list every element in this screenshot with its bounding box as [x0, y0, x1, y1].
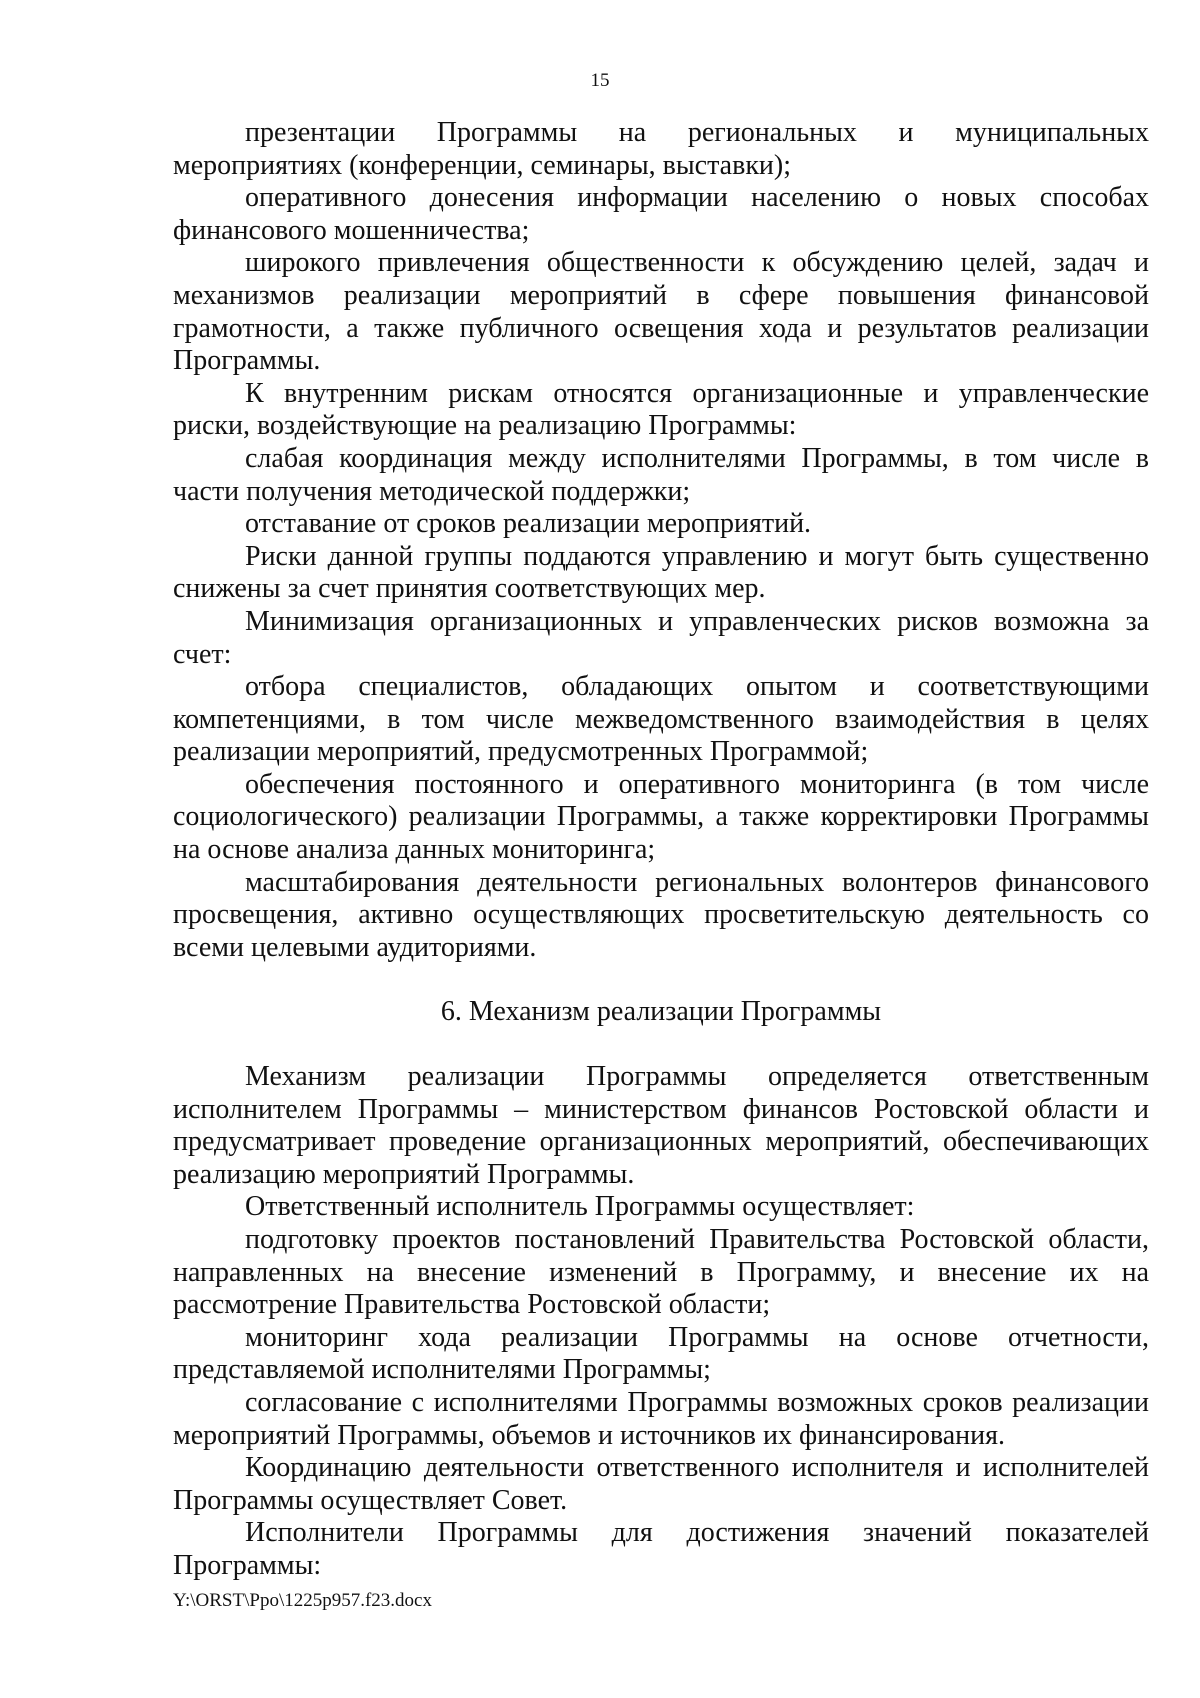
footer-file-path: Y:\ORST\Ppo\1225p957.f23.docx: [173, 1590, 432, 1611]
paragraph: Исполнители Программы для достижения значений показателей Программы:: [173, 1517, 1149, 1581]
paragraph: Риски данной группы поддаются управлению и могут быть существенно снижены за счет принятия соответствующих мер.: [173, 540, 1149, 605]
paragraph: масштабирования деятельности региональных волонтеров финансового просвещения, активно осуществляющих просветительскую деятельность со всеми целевыми аудиториями.: [173, 866, 1149, 963]
paragraph: Координацию деятельности ответственного исполнителя и исполнителей Программы осуществляет Совет.: [173, 1452, 1149, 1516]
page-number: 15: [590, 70, 610, 91]
paragraph: оперативного донесения информации населению о новых способах финансового мошенничества;: [173, 182, 1149, 246]
paragraph: Минимизация организационных и управленческих рисков возможна за счет:: [173, 605, 1149, 670]
paragraph: отставание от сроков реализации мероприятий.: [245, 508, 812, 540]
section-heading: 6. Механизм реализации Программы: [440, 996, 882, 1028]
paragraph: обеспечения постоянного и оперативного мониторинга (в том числе социологического) реализации Программы, а также корректировки Программы на основе анализа данных мониторинга;: [173, 768, 1149, 866]
paragraph: слабая координация между исполнителями Программы, в том числе в части получения методической поддержки;: [173, 442, 1149, 507]
paragraph: презентации Программы на региональных и муниципальных мероприятиях (конференции, семинары, выставки);: [173, 117, 1149, 181]
paragraph: Механизм реализации Программы определяется ответственным исполнителем Программы – министерством финансов Ростовской области и предусматривает проведение организационных мероприятий, обеспечивающих реализацию мероприятий Программы.: [173, 1061, 1149, 1190]
paragraph: К внутренним рискам относятся организационные и управленческие риски, воздействующие на реализацию Программы:: [173, 377, 1149, 442]
paragraph: Ответственный исполнитель Программы осуществляет:: [245, 1191, 915, 1223]
document-body: [173, 117, 1149, 1583]
paragraph: мониторинг хода реализации Программы на основе отчетности, представляемой исполнителями Программы;: [173, 1321, 1149, 1386]
paragraph: согласование с исполнителями Программы возможных сроков реализации мероприятий Программы, объемов и источников их финансирования.: [173, 1386, 1149, 1451]
paragraph: широкого привлечения общественности к обсуждению целей, задач и механизмов реализации мероприятий в сфере повышения финансовой грамотности, а также публичного освещения хода и результатов реализации Программы.: [173, 247, 1149, 377]
paragraph: отбора специалистов, обладающих опытом и соответствующими компетенциями, в том числе межведомственного взаимодействия в целях реализации мероприятий, предусмотренных Программой;: [173, 671, 1149, 768]
paragraph: подготовку проектов постановлений Правительства Ростовской области, направленных на внесение изменений в Программу, и внесение их на рассмотрение Правительства Ростовской области;: [173, 1224, 1149, 1321]
